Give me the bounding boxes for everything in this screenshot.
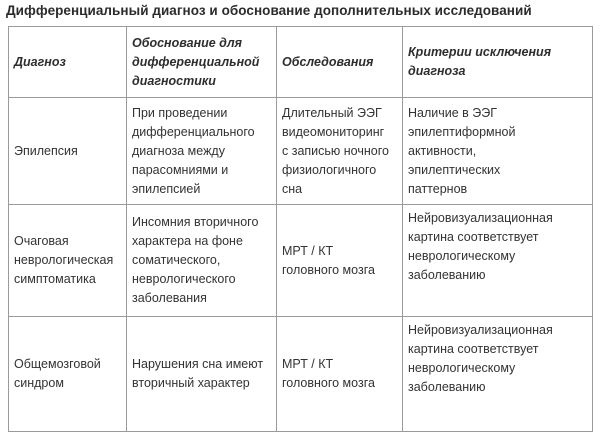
cell-line: дифференциального (132, 124, 255, 139)
cell-line: МРТ / КТ (282, 357, 334, 371)
header-line: Диагноз (14, 54, 66, 69)
table-header-row (9, 27, 593, 98)
cell-diagnosis (9, 317, 127, 432)
cell-line: видеомониторинг (282, 124, 385, 139)
cell-rationale (127, 98, 277, 205)
header-line: Критерии исключения (408, 45, 552, 59)
cell-line: физиологичного (282, 162, 377, 177)
cell-line: При проведении (132, 105, 228, 120)
cell-tests (277, 317, 403, 432)
cell-line: неврологическому (408, 249, 516, 263)
cell-line: симптоматика (14, 272, 96, 286)
cell-line: диагноза между (132, 143, 225, 158)
cell-line: паттернов (408, 181, 468, 196)
cell-diagnosis (9, 98, 127, 205)
cell-line: неврологического (132, 272, 236, 286)
cell-rationale (127, 317, 277, 432)
cell-line: с записью ночного (282, 143, 389, 158)
differential-diagnosis-table (8, 26, 593, 432)
cell-line: Длительный ЭЭГ (282, 105, 382, 120)
header-exclusion-criteria (403, 27, 593, 98)
cell-line: Общемозговой (14, 357, 101, 371)
cell-line: заболеванию (408, 268, 486, 282)
header-line: диагностики (132, 73, 216, 88)
cell-line: сна (282, 181, 303, 196)
cell-tests (277, 98, 403, 205)
cell-line: неврологическая (14, 253, 114, 267)
cell-line: неврологическому (408, 361, 516, 375)
cell-exclusion-criteria (403, 317, 593, 432)
header-tests (277, 27, 403, 98)
cell-exclusion-criteria (403, 98, 593, 205)
header-rationale (127, 27, 277, 98)
cell-line: эпилептических (408, 162, 501, 177)
header-line: диагноза (408, 64, 466, 78)
cell-line: картина соответствует (408, 342, 539, 356)
table-row (9, 317, 593, 432)
cell-line: эпилепсией (132, 181, 201, 196)
cell-line: головного мозга (282, 262, 375, 277)
cell-line: соматического, (132, 253, 221, 267)
header-line: Обоснование для (132, 35, 243, 50)
cell-exclusion-criteria (403, 205, 593, 317)
cell-line: Нейровизуализационная (408, 211, 553, 225)
cell-line: парасомниями и (132, 162, 229, 177)
cell-line: Инсомния вторичного (132, 215, 259, 229)
cell-line: заболевания (132, 291, 207, 305)
table-row (9, 205, 593, 317)
cell-tests (277, 205, 403, 317)
cell-line: Нарушения сна имеют (132, 357, 264, 371)
cell-line: вторичный характер (132, 376, 250, 390)
cell-line: заболеванию (408, 380, 486, 394)
cell-diagnosis (9, 205, 127, 317)
cell-line: эпилептиформной (408, 124, 516, 139)
cell-line: головного мозга (282, 376, 375, 390)
cell-line: Очаговая (14, 234, 69, 248)
cell-line: МРТ / КТ (282, 243, 334, 258)
cell-line: характера на фоне (132, 234, 243, 248)
cell-line: активности, (408, 143, 477, 158)
cell-rationale (127, 205, 277, 317)
cell-line: картина соответствует (408, 230, 539, 244)
header-diagnosis (9, 27, 127, 98)
page-title: Дифференциальный диагноз и обоснование дополнительных исследований (6, 3, 532, 18)
header-line: дифференциальной (132, 54, 260, 69)
header-line: Обследования (282, 54, 374, 69)
cell-line: Эпилепсия (14, 143, 78, 158)
table-row (9, 98, 593, 205)
cell-line: Наличие в ЭЭГ (408, 105, 498, 120)
cell-line: синдром (14, 376, 64, 390)
cell-line: Нейровизуализационная (408, 323, 553, 337)
